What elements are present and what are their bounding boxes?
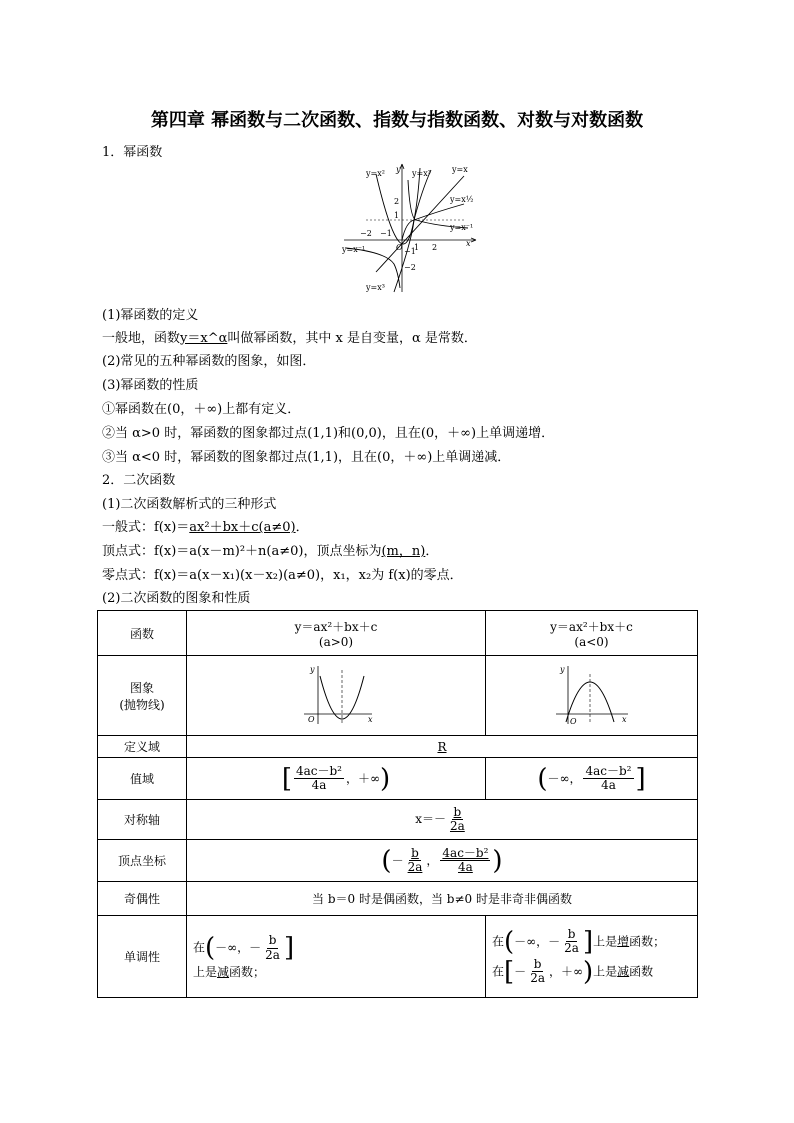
properties-heading: (3)幂函数的性质 — [102, 378, 199, 393]
def-heading: (1)幂函数的定义 — [102, 308, 199, 323]
forms-heading: (1)二次函数解析式的三种形式 — [102, 497, 277, 512]
domain-value: R — [187, 736, 698, 758]
header-function: 函数 — [98, 611, 187, 656]
section-power-functions: 1．幂函数 — [102, 145, 163, 160]
svg-text:O: O — [569, 717, 577, 726]
svg-text:2: 2 — [394, 197, 400, 206]
svg-text:x: x — [621, 715, 627, 724]
svg-text:−2: −2 — [404, 263, 416, 272]
axis-value: x＝－ $\frac{b}{2a}$ — [187, 800, 698, 840]
svg-text:y: y — [559, 665, 565, 674]
graph-props-heading: (2)二次函数的图象和性质 — [102, 591, 251, 606]
def-text: 一般地，函数y＝x^α叫做幂函数，其中 x 是自变量，α 是常数． — [102, 331, 477, 346]
parabola-up-graph — [296, 662, 376, 726]
mono-a-pos: 在(－∞，－ $\frac{b}{2a}$ ] 上是减函数； — [187, 916, 486, 998]
label-y-x3-top: y=x³ — [412, 169, 431, 178]
svg-text:2: 2 — [432, 243, 438, 252]
parity-value: 当 b＝0 时是偶函数，当 b≠0 时是非奇非偶函数 — [187, 882, 698, 916]
property-3: ③当 α<0 时，幂函数的图象都过点(1,1)，且在(0，＋∞)上单调递减． — [102, 450, 511, 465]
vertex-value: (－ $\frac{b}{2a}$ ， $\frac{\text{4ac－b²}}{4a}$ ) — [187, 840, 698, 882]
svg-text:1: 1 — [394, 211, 400, 220]
svg-text:y: y — [396, 165, 401, 174]
label-y-x-half: y=x½ — [450, 195, 474, 204]
range-a-neg: (－∞， $\frac{\text{4ac－b²}}{4a}$ ] — [486, 758, 698, 800]
svg-text:1: 1 — [414, 243, 420, 252]
general-form: 一般式：f(x)＝ax²＋bx＋c(a≠0)． — [102, 520, 309, 535]
svg-text:O: O — [396, 243, 403, 252]
parabola-down-graph — [552, 662, 632, 726]
label-y-x2: y=x² — [366, 169, 385, 178]
quadratic-properties-table: 函数 y＝ax²＋bx＋c (a>0) y＝ax²＋bx＋c (a<0) 图象 (抛物线) y O x y O x 定义域 R 值域 [ $\frac{\text{4ac－b²}}{4a}$ ，＋∞) (－∞， $\frac{\text{4ac－b²}}{4a}$ ] 对称轴 x＝－ $\frac{b}{2a}$ 顶点坐标 (－ $\frac{b}{2a}$ ， $\frac{\text{4ac－b²}}{4a}$ ) 奇偶性 当 b＝0 时是偶函数，当 b≠0 时是非奇非偶函数 单调性 在(－∞，－ $\frac{b}{2a}$ ] 上是减函数； 在(－∞，－ $\frac{b}{2a}$ ]上是增函数； 在[－ $\frac{b}{2a}$ ，＋∞)上是减函数 — [97, 610, 698, 998]
range-a-pos: [ $\frac{\text{4ac－b²}}{4a}$ ，＋∞) — [187, 758, 486, 800]
property-2: ②当 α>0 时，幂函数的图象都过点(1,1)和(0,0)，且在(0，＋∞)上单调递增． — [102, 426, 555, 441]
label-y-x-inv-left: y=x⁻¹ — [342, 245, 366, 254]
svg-text:x: x — [466, 239, 471, 248]
label-y-x3-bottom: y=x³ — [366, 283, 385, 292]
svg-text:−1: −1 — [404, 247, 416, 256]
power-function-graph — [336, 160, 480, 294]
label-y-x: y=x — [452, 165, 468, 174]
zero-form: 零点式：f(x)＝a(x－x₁)(x－x₂)(a≠0)，x₁，x₂为 f(x)的零点． — [102, 568, 463, 583]
mono-a-neg: 在(－∞，－ $\frac{b}{2a}$ ]上是增函数； 在[－ $\frac{b}{2a}$ ，＋∞)上是减函数 — [486, 916, 698, 998]
svg-text:O: O — [308, 715, 315, 724]
svg-text:y: y — [310, 665, 315, 674]
property-1: ①幂函数在(0，＋∞)上都有定义． — [102, 402, 301, 417]
section-quadratic: 2．二次函数 — [102, 473, 176, 488]
page-title: 第四章 幂函数与二次函数、指数与指数函数、对数与对数函数 — [150, 110, 644, 131]
svg-text:x: x — [368, 715, 373, 724]
svg-text:−2: −2 — [360, 229, 372, 238]
label-y-x-inv-right: y=x⁻¹ — [450, 223, 474, 232]
vertex-form: 顶点式：f(x)＝a(x－m)²＋n(a≠0)，顶点坐标为(m，n)． — [102, 544, 439, 559]
five-graphs-text: (2)常见的五种幂函数的图象，如图． — [102, 354, 316, 369]
svg-text:−1: −1 — [380, 229, 392, 238]
